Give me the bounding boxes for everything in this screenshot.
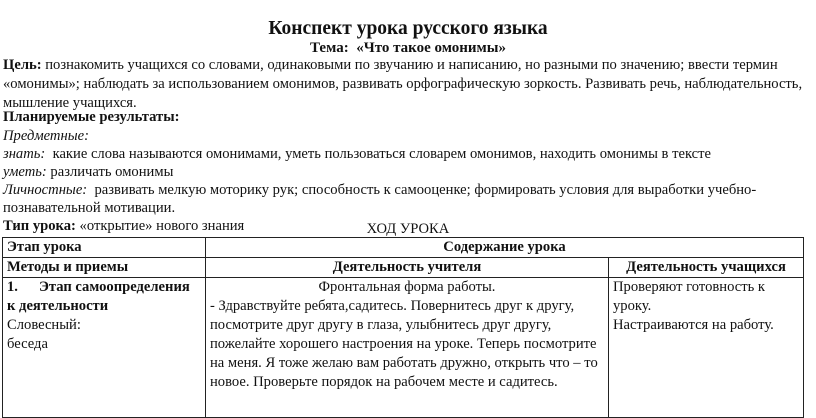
methods-header: Методы и приемы: [3, 258, 206, 278]
stage-title-text: Этап самоопределения: [39, 279, 190, 295]
teacher-line-3: посмотрите друг другу в глаза, улыбнитесь друг другу,: [210, 317, 552, 333]
lesson-type-value: «открытие» нового знания: [79, 218, 245, 234]
subject-results-label: Предметные:: [3, 128, 89, 144]
know-line: [3, 145, 711, 164]
teacher-header: Деятельность учителя: [206, 258, 609, 278]
table-header-row-2: [3, 258, 804, 278]
teacher-cell: [206, 278, 609, 418]
method-line-2: беседа: [7, 336, 48, 352]
students-line-3: Настраиваются на работу.: [613, 317, 774, 333]
personal-text-2: познавательной мотивации.: [3, 200, 176, 216]
document-title: Конспект урока русского языка: [268, 18, 548, 39]
stage-number: 1.: [7, 279, 18, 295]
teacher-line-5: на меня. Я тоже желаю вам работать дружно, открыть что – то: [210, 355, 598, 371]
goal-text: познакомить учащихся со словами, одинаковыми по звучанию и написанию, но разными по значению; ввести термин «омонимы»; наблюдать за использованием омонимов, развивать орфографическую зоркость. Развивать речь, наблюдательность, мышление учащихся.: [3, 57, 803, 111]
lesson-topic: [0, 40, 816, 57]
topic-value: «Что такое омонимы»: [356, 40, 506, 56]
stage-title-line-1: [7, 278, 201, 297]
students-line-2: уроку.: [613, 298, 652, 314]
lesson-goal: [3, 56, 811, 113]
personal-line-1: [3, 181, 756, 200]
goal-label: Цель:: [3, 57, 42, 73]
stage-header: Этап урока: [3, 238, 206, 258]
teacher-line-2: - Здравствуйте ребята,садитесь. Повернитесь друг к другу,: [210, 298, 575, 314]
teacher-line-4: пожелайте хорошего настроения на уроке. Теперь посмотрите: [210, 336, 597, 352]
students-cell: [609, 278, 804, 418]
personal-label: Личностные:: [3, 182, 88, 198]
lesson-table: [2, 237, 804, 418]
students-header: Деятельность учащихся: [609, 258, 804, 278]
teacher-line-6: новое. Проверьте порядок на рабочем месте и садитесь.: [210, 374, 558, 390]
stage-title-line-2: к деятельности: [7, 298, 109, 314]
know-text: какие слова называются омонимами, уметь пользоваться словарем омонимов, находить омонимы в тексте: [52, 146, 712, 162]
students-line-1: Проверяют готовность к: [613, 279, 765, 295]
method-line-1: Словесный:: [7, 317, 81, 333]
course-heading: ХОД УРОКА: [366, 221, 450, 237]
can-line: [3, 163, 173, 182]
know-label: знать:: [3, 146, 46, 162]
personal-text-1: развивать мелкую моторику рук; способность к самооценке; формировать условия для выработки учебно-: [94, 182, 757, 198]
table-header-row-1: [3, 238, 804, 258]
stage-cell: [3, 278, 206, 418]
results-heading: Планируемые результаты:: [3, 109, 180, 125]
can-text: различать омонимы: [50, 164, 174, 180]
content-header: Содержание урока: [206, 238, 804, 258]
can-label: уметь:: [3, 164, 47, 180]
table-row: [3, 278, 804, 418]
topic-label: Тема:: [310, 40, 349, 56]
lesson-type-label: Тип урока:: [3, 218, 76, 234]
teacher-line-1: Фронтальная форма работы.: [318, 279, 496, 295]
